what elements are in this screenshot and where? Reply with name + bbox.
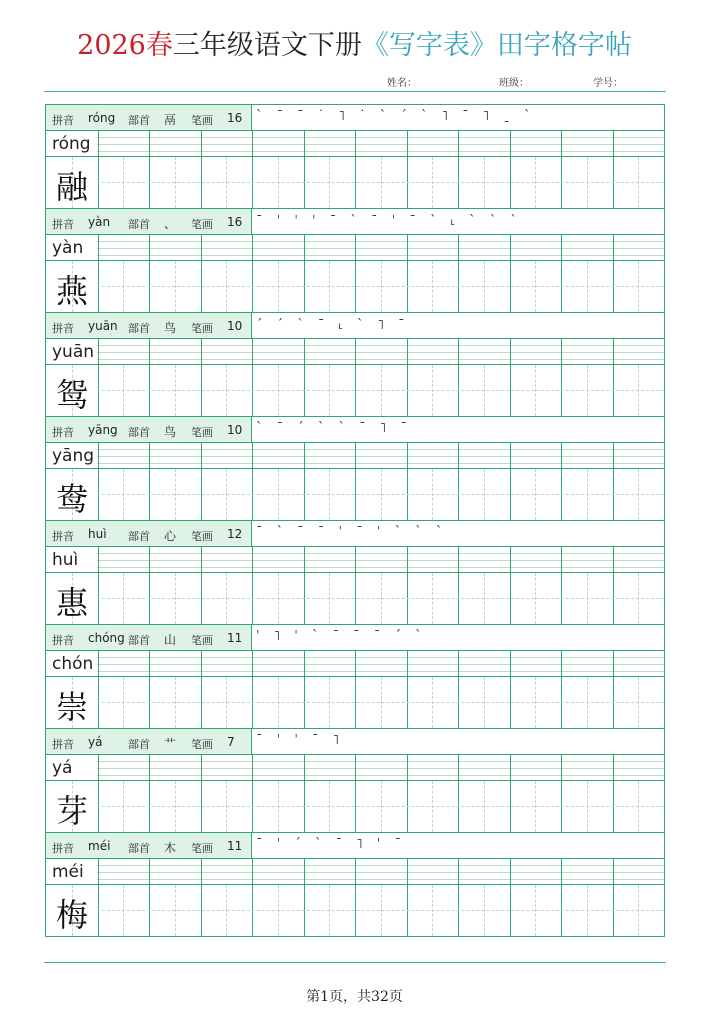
pinyin-cells [46,755,664,780]
stroke-order-area [251,833,664,858]
character-block [46,521,664,625]
cell-horizontal-guide [97,494,664,495]
cell-divider [252,443,253,468]
cell-divider [98,547,99,572]
cell-divider [458,859,459,884]
cell-divider [304,131,305,156]
cell-divider [304,235,305,260]
cell-divider [252,755,253,780]
pinyin-sample: yāng [52,446,95,466]
pinyin-sample: méi [52,862,84,882]
model-character: 鸳 [55,376,88,414]
stroke-count: 11 [227,631,243,645]
cell-divider [98,235,99,260]
pinyin-practice-row [46,339,664,365]
pinyin-practice-row [46,443,664,469]
cell-divider [561,755,562,780]
stroke-count: 16 [227,111,243,125]
cell-divider [252,131,253,156]
strokes-label: 笔画 [191,738,213,751]
radical-value: 鸟 [164,321,177,335]
pinyin-sample: huì [52,550,79,570]
model-character: 燕 [55,272,88,310]
cell-divider [458,755,459,780]
pinyin-practice-row [46,547,664,573]
tianzige-row [46,573,664,624]
cell-divider [201,339,202,364]
pinyin-value: róng [88,111,116,125]
cell-divider [98,339,99,364]
character-block [46,625,664,729]
cell-divider [149,339,150,364]
cell-divider [201,131,202,156]
title-grade: 三年级语文下册 [172,30,362,61]
radical-label: 部首 [128,426,150,439]
cell-divider [304,339,305,364]
cell-divider [510,547,511,572]
cell-divider [510,859,511,884]
cell-divider [407,859,408,884]
stroke-order-area [251,209,664,234]
pinyin-practice-row [46,651,664,677]
stroke-sequence: ˉ ˈ ˈ ˉ ˥ [256,733,345,748]
cell-divider [613,339,614,364]
cell-divider [201,547,202,572]
character-block [46,417,664,521]
char-info-row [46,209,664,235]
pinyin-label: 拼音 [52,426,74,439]
stroke-sequence: ˉ ˈ ˊ ˋ ˉ ˥ ˈ ˉ [256,837,406,852]
cell-divider [304,443,305,468]
cell-divider [407,339,408,364]
cell-divider [98,651,99,676]
stroke-count: 16 [227,215,243,229]
cell-divider [252,339,253,364]
tianzige-row [46,781,664,832]
cell-divider [98,859,99,884]
pinyin-sample: yá [52,758,73,778]
stroke-count: 10 [227,423,243,437]
cell-divider [355,131,356,156]
cell-divider [201,651,202,676]
cell-divider [201,443,202,468]
cell-divider [98,131,99,156]
radical-value: 、 [164,217,177,231]
cell-divider [252,235,253,260]
cell-divider [561,443,562,468]
char-info-row [46,833,664,859]
cell-divider [510,235,511,260]
cell-divider [355,859,356,884]
radical-label: 部首 [128,738,150,751]
cell-divider [561,547,562,572]
tianzige-row [46,469,664,520]
stroke-sequence: ˋ ˉ ˉ ˙ ˥ ˙ ˋ ˊ ˋ ˥ ˉ ˥ ˍ ˋ [256,109,536,124]
pinyin-value: yàn [88,215,111,229]
tianzige-row [46,677,664,728]
tianzige-row [46,157,664,208]
stroke-order-area [251,417,664,442]
cell-divider [201,755,202,780]
cell-divider [613,131,614,156]
cell-divider [613,547,614,572]
pinyin-cells [46,339,664,364]
cell-divider [149,755,150,780]
cell-divider [149,651,150,676]
pinyin-sample: yàn [52,238,84,258]
cell-horizontal-guide [97,390,664,391]
title-book: 《写字表》 [361,30,497,61]
stroke-sequence: ˉ ˋ ˉ ˉ ˈ ˉ ˈ ˋ ˋ ˋ [256,525,448,540]
cell-divider [510,443,511,468]
cell-divider [458,339,459,364]
cell-divider [355,755,356,780]
pinyin-sample: róng [52,134,91,154]
cell-divider [98,443,99,468]
stroke-count: 11 [227,839,243,853]
pinyin-cells [46,443,664,468]
cell-divider [252,651,253,676]
radical-value: 鬲 [164,113,177,127]
cell-horizontal-guide [97,598,664,599]
cell-divider [407,755,408,780]
radical-value: 鸟 [164,425,177,439]
strokes-label: 笔画 [191,114,213,127]
pinyin-cells [46,131,664,156]
page-title [0,26,709,66]
radical-value: 木 [164,841,177,855]
stroke-order-area [251,729,664,754]
cell-divider [355,339,356,364]
title-type: 田字格字帖 [496,30,632,61]
stroke-sequence: ˉ ˈ ˈ ˈ ˉ ˋ ˉ ˈ ˉ ˋ ˪ ˋ ˋ ˋ [256,214,522,229]
char-info-row [46,625,664,651]
tianzige-row [46,885,664,936]
model-character: 鸯 [55,480,88,518]
cell-divider [561,339,562,364]
pinyin-practice-row [46,235,664,261]
cell-divider [201,859,202,884]
char-info-row [46,417,664,443]
char-info-row [46,105,664,131]
header-divider [44,91,666,92]
footer-divider [44,962,666,963]
cell-divider [149,859,150,884]
cell-divider [407,651,408,676]
cell-horizontal-guide [97,286,664,287]
pinyin-label: 拼音 [52,634,74,647]
cell-divider [407,235,408,260]
cell-divider [510,651,511,676]
pinyin-label: 拼音 [52,218,74,231]
pinyin-label: 拼音 [52,738,74,751]
cell-divider [355,651,356,676]
tianzige-row [46,261,664,312]
radical-label: 部首 [128,634,150,647]
pinyin-value: huì [88,527,107,541]
pinyin-value: yāng [88,423,118,437]
character-block [46,833,664,937]
pinyin-label: 拼音 [52,842,74,855]
stroke-count: 10 [227,319,243,333]
cell-divider [304,547,305,572]
pinyin-value: yuān [88,319,118,333]
pinyin-label: 拼音 [52,322,74,335]
cell-divider [458,235,459,260]
cell-divider [407,443,408,468]
cell-divider [98,755,99,780]
cell-divider [613,651,614,676]
cell-divider [149,131,150,156]
cell-horizontal-guide [97,702,664,703]
cell-divider [458,547,459,572]
cell-divider [613,235,614,260]
model-character: 芽 [55,792,88,830]
pinyin-cells [46,859,664,884]
radical-label: 部首 [128,218,150,231]
stroke-order-area [251,105,664,130]
pinyin-practice-row [46,131,664,157]
cell-divider [355,235,356,260]
strokes-label: 笔画 [191,634,213,647]
character-block [46,313,664,417]
cell-divider [510,755,511,780]
strokes-label: 笔画 [191,530,213,543]
cell-divider [613,755,614,780]
cell-divider [201,235,202,260]
pinyin-label: 拼音 [52,114,74,127]
cell-divider [561,235,562,260]
stroke-count: 7 [227,735,235,749]
model-character: 惠 [55,584,88,622]
pinyin-cells [46,651,664,676]
model-character: 梅 [55,896,88,934]
cell-divider [355,443,356,468]
pinyin-practice-row [46,859,664,885]
student-id-label: 学号： [593,78,623,89]
cell-divider [458,651,459,676]
cell-divider [355,547,356,572]
character-block [46,105,664,209]
model-character: 崇 [55,688,88,726]
cell-divider [407,131,408,156]
pinyin-cells [46,235,664,260]
cell-divider [613,443,614,468]
char-info-row [46,313,664,339]
stroke-sequence: ˈ ˥ ˈ ˋ ˉ ˉ ˉ ˊ ˋ [256,629,427,644]
radical-label: 部首 [128,530,150,543]
cell-divider [149,443,150,468]
pinyin-cells [46,547,664,572]
char-info-row [46,521,664,547]
stroke-order-area [251,313,664,338]
cell-divider [458,131,459,156]
pinyin-label: 拼音 [52,530,74,543]
char-info-row [46,729,664,755]
cell-divider [304,755,305,780]
pinyin-practice-row [46,755,664,781]
cell-divider [561,131,562,156]
cell-divider [510,131,511,156]
pinyin-value: méi [88,839,111,853]
stroke-order-area [251,521,664,546]
radical-label: 部首 [128,842,150,855]
pinyin-sample: chón [52,654,94,674]
cell-divider [613,859,614,884]
pinyin-value: chóng [88,631,125,645]
cell-divider [561,859,562,884]
cell-divider [510,339,511,364]
cell-divider [252,547,253,572]
cell-divider [149,547,150,572]
radical-label: 部首 [128,114,150,127]
cell-horizontal-guide [97,910,664,911]
cell-divider [149,235,150,260]
cell-divider [407,547,408,572]
character-block [46,209,664,313]
radical-value: 艹 [164,737,177,751]
radical-value: 山 [164,633,177,647]
model-character: 融 [55,168,88,206]
strokes-label: 笔画 [191,842,213,855]
character-block [46,729,664,833]
cell-divider [561,651,562,676]
cell-divider [252,859,253,884]
class-label: 班级： [499,78,529,89]
radical-value: 心 [164,529,177,543]
tianzige-row [46,365,664,416]
stroke-count: 12 [227,527,243,541]
page-footer: 第1页，共32页 [306,989,403,1005]
pinyin-value: yá [88,735,103,749]
strokes-label: 笔画 [191,218,213,231]
stroke-sequence: ˋ ˉ ˊ ˋ ˋ ˉ ˥ ˉ [256,421,412,436]
radical-label: 部首 [128,322,150,335]
pinyin-sample: yuān [52,342,95,362]
stroke-sequence: ˊ ˊ ˋ ˉ ˪ ˋ ˥ ˉ [256,318,410,333]
name-label: 姓名： [387,78,417,89]
stroke-order-area [251,625,664,650]
strokes-label: 笔画 [191,426,213,439]
cell-divider [458,443,459,468]
cell-horizontal-guide [97,182,664,183]
title-year: 2026春 [77,30,173,61]
cell-divider [304,859,305,884]
cell-divider [304,651,305,676]
strokes-label: 笔画 [191,322,213,335]
cell-horizontal-guide [97,806,664,807]
practice-sheet [45,104,665,937]
